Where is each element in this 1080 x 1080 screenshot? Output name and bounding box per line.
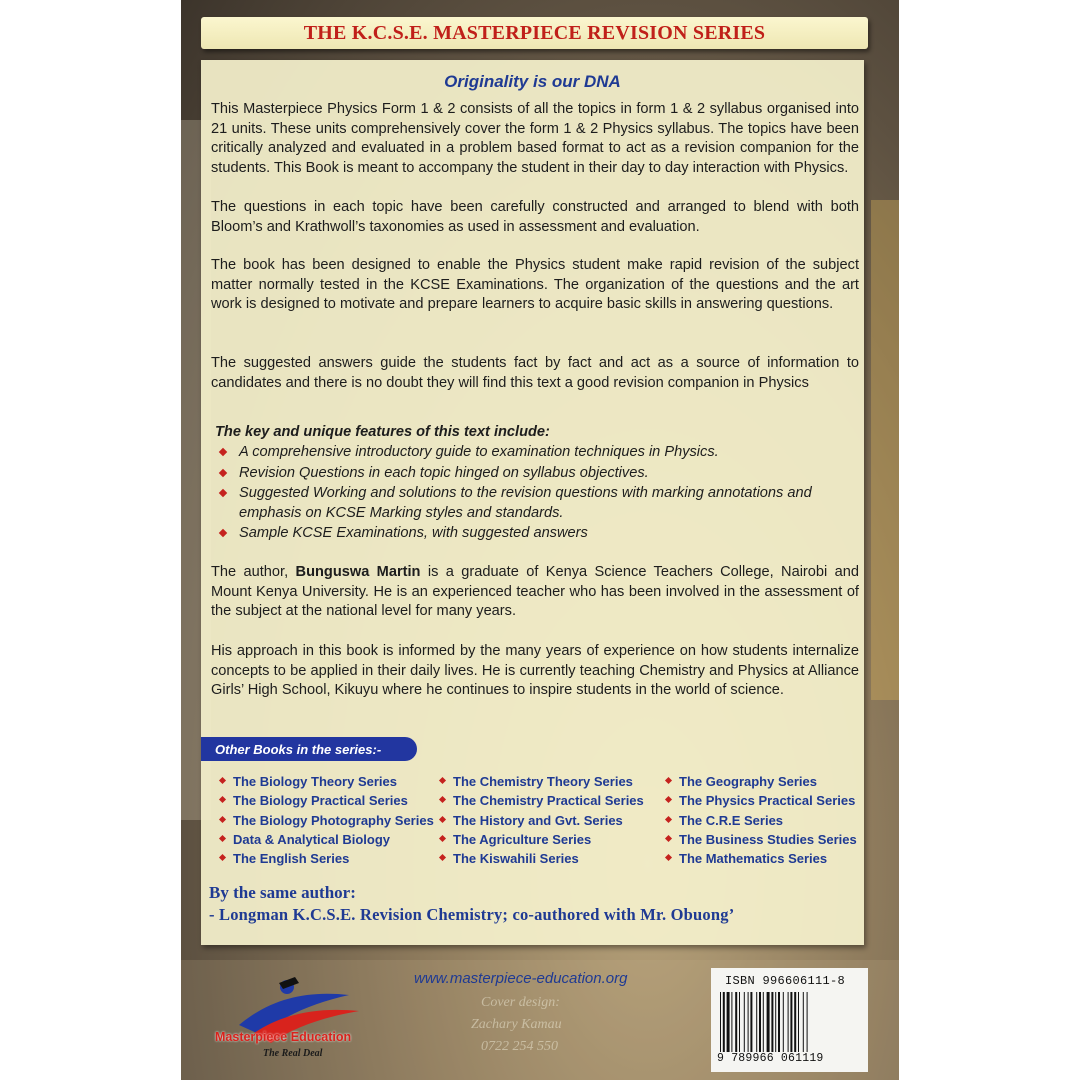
- series-item: The Mathematics Series: [665, 849, 857, 868]
- diamond-bullet-icon: [439, 796, 446, 803]
- series-item: The Biology Photography Series: [219, 811, 434, 830]
- feature-item: A comprehensive introductory guide to examination techniques in Physics.: [219, 443, 839, 463]
- features-list: [219, 443, 839, 545]
- feature-item: Sample KCSE Examinations, with suggested answers: [219, 524, 839, 544]
- diamond-bullet-icon: [219, 796, 226, 803]
- series-item: The History and Gvt. Series: [439, 811, 644, 830]
- series-item: The Chemistry Theory Series: [439, 772, 644, 791]
- diamond-bullet-icon: [219, 777, 226, 784]
- background-machinery: [871, 200, 899, 700]
- diamond-bullet-icon: [439, 835, 446, 842]
- diamond-bullet-icon: [219, 835, 226, 842]
- website-link[interactable]: www.masterpiece-education.org: [414, 970, 628, 987]
- barcode-label: [711, 968, 868, 1072]
- diamond-bullet-icon: [665, 777, 672, 784]
- diamond-bullet-icon: [665, 816, 672, 823]
- features-heading: The key and unique features of this text include:: [215, 424, 550, 440]
- other-books-heading: Other Books in the series:-: [215, 741, 382, 757]
- series-item: The Biology Practical Series: [219, 791, 434, 810]
- diamond-bullet-icon: [439, 816, 446, 823]
- publisher-name: Masterpiece Education: [215, 1030, 352, 1044]
- book-back-cover: [181, 0, 899, 1080]
- diamond-bullet-icon: [219, 529, 227, 537]
- diamond-bullet-icon: [219, 448, 227, 456]
- approach-paragraph: His approach in this book is informed by the many years of experience on how students internalize concepts to be applied in their daily lives. He is currently teaching Chemistry and Physics at Alliance Girls’ High School, Kikuyu where he continues to inspire students in the world of science.: [211, 643, 859, 698]
- series-column-2: [439, 772, 644, 868]
- feature-item: Suggested Working and solutions to the revision questions with marking annotations and emphasis on KCSE Marking styles and standards.: [219, 484, 839, 523]
- tagline: Originality is our DNA: [444, 72, 621, 91]
- series-banner: [201, 17, 868, 49]
- series-column-3: [665, 772, 857, 868]
- barcode-icon: [718, 992, 861, 1052]
- intro-paragraph: This Masterpiece Physics Form 1 & 2 consists of all the topics in form 1 & 2 syllabus organised into 21 units. These units comprehensively cover the form 1 & 2 Physics syllabus. The topics have been critically analyzed and evaluated in a problem based format to act as a revision companion for the students. This Book is meant to accompany the student in their day to day interaction with Physics.: [211, 101, 859, 176]
- diamond-bullet-icon: [219, 489, 227, 497]
- series-item: The C.R.E Series: [665, 811, 857, 830]
- author-paragraph: The author, Bunguswa Martin is a graduate of Kenya Science Teachers College, Nairobi and Mount Kenya University. He is an experienced teacher who has been involved in the assessment of the subject at the national level for many years.: [211, 564, 859, 619]
- cover-designer: Zachary Kamau: [471, 1017, 562, 1032]
- publisher-tagline: The Real Deal: [263, 1048, 323, 1059]
- cover-design-label: Cover design:: [481, 995, 560, 1010]
- series-item: The Business Studies Series: [665, 830, 857, 849]
- diamond-bullet-icon: [219, 854, 226, 861]
- same-author-book: - Longman K.C.S.E. Revision Chemistry; co-authored with Mr. Obuong’: [209, 905, 735, 924]
- author-name: Bunguswa Martin: [295, 564, 421, 580]
- taxonomy-paragraph: The questions in each topic have been carefully constructed and arranged to blend with both Bloom’s and Krathwoll’s taxonomies as used in assessment and evaluation.: [211, 199, 859, 235]
- diamond-bullet-icon: [665, 854, 672, 861]
- diamond-bullet-icon: [219, 468, 227, 476]
- diamond-bullet-icon: [665, 835, 672, 842]
- isbn-text: ISBN 996606111-8: [725, 974, 846, 988]
- designer-phone: 0722 254 550: [481, 1039, 558, 1054]
- same-author-heading: By the same author:: [209, 883, 356, 902]
- diamond-bullet-icon: [439, 777, 446, 784]
- barcode-number: 9 789966 061119: [717, 1052, 824, 1065]
- series-item: The Chemistry Practical Series: [439, 791, 644, 810]
- feature-item: Revision Questions in each topic hinged on syllabus objectives.: [219, 464, 839, 484]
- diamond-bullet-icon: [665, 796, 672, 803]
- series-title: THE K.C.S.E. MASTERPIECE REVISION SERIES: [303, 21, 766, 44]
- other-books-tab: [201, 737, 417, 761]
- series-item: The Agriculture Series: [439, 830, 644, 849]
- answers-paragraph: The suggested answers guide the students fact by fact and act as a source of information to candidates and there is no doubt they will find this text a good revision companion in Physics: [211, 355, 859, 391]
- series-column-1: [219, 772, 434, 868]
- series-item: The Geography Series: [665, 772, 857, 791]
- diamond-bullet-icon: [219, 816, 226, 823]
- series-item: The Physics Practical Series: [665, 791, 857, 810]
- diamond-bullet-icon: [439, 854, 446, 861]
- series-item: The English Series: [219, 849, 434, 868]
- series-item: Data & Analytical Biology: [219, 830, 434, 849]
- series-item: The Biology Theory Series: [219, 772, 434, 791]
- series-item: The Kiswahili Series: [439, 849, 644, 868]
- design-paragraph: The book has been designed to enable the Physics student make rapid revision of the subject matter normally tested in the KCSE Examinations. The organization of the questions and the art work is designed to motivate and prepare learners to acquire basic skills in answering questions.: [211, 257, 859, 312]
- description-panel: [201, 60, 864, 945]
